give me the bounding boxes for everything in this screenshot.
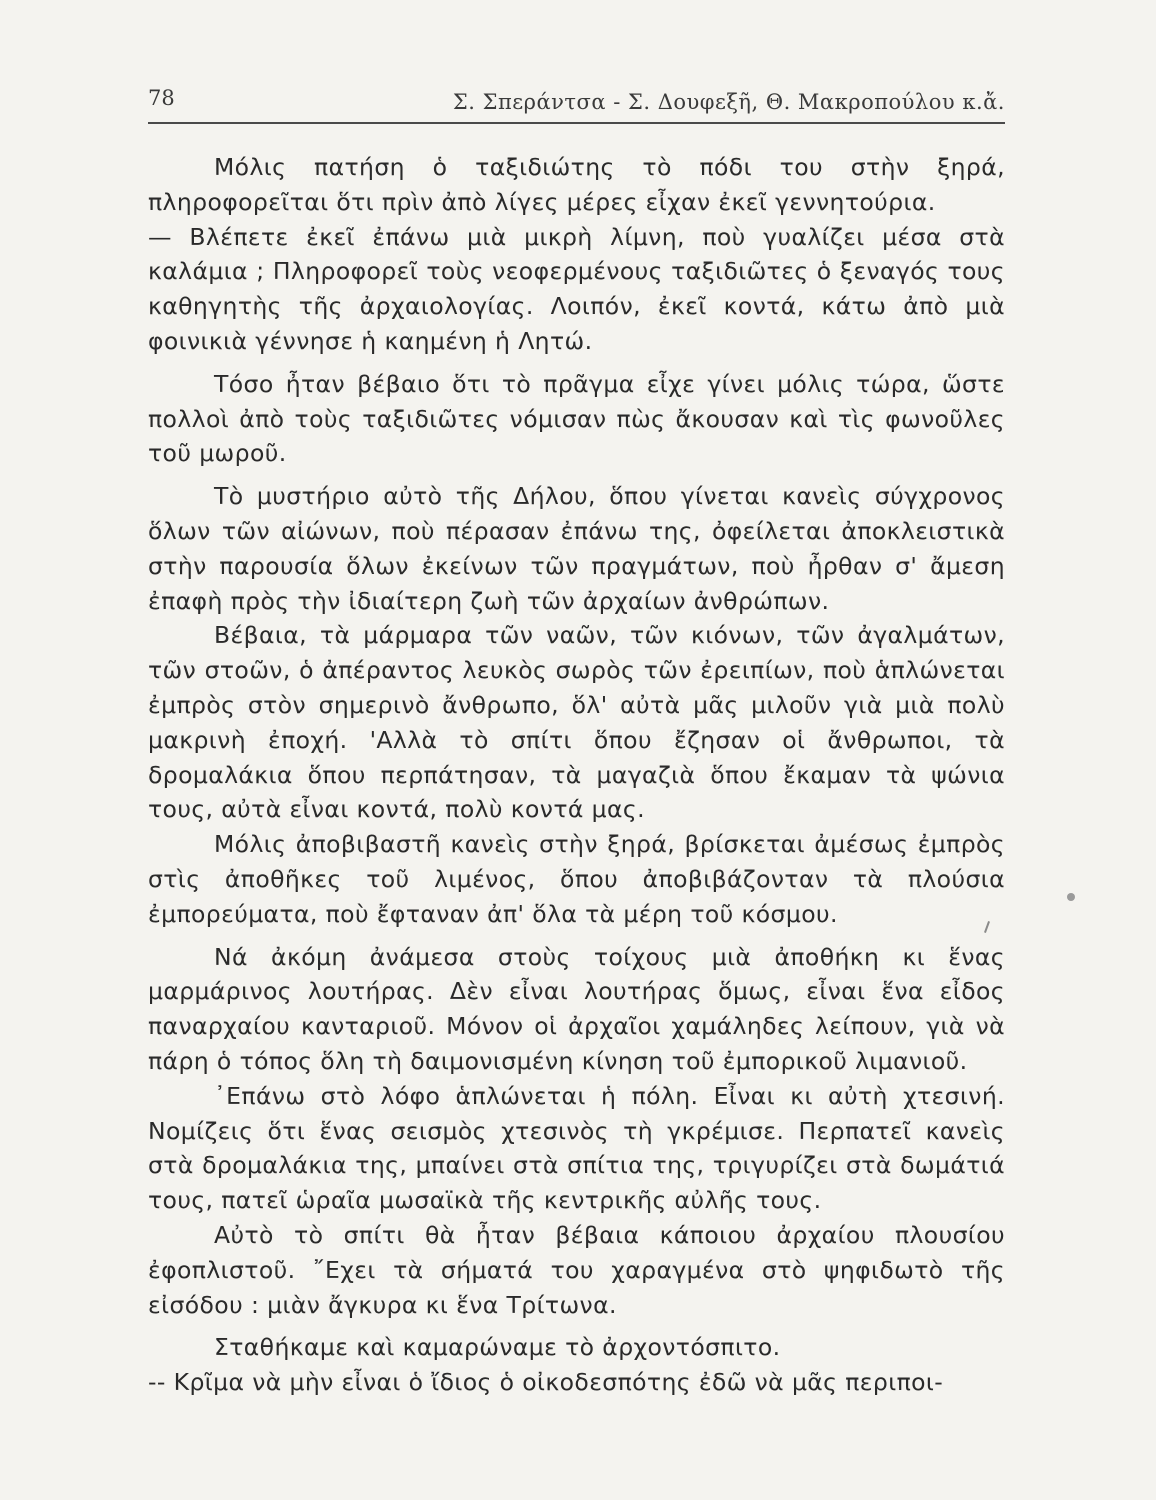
paragraph: Νά ἀκόμη ἀνάμεσα στοὺς τοίχους μιὰ ἀποθήκη κι ἕνας μαρμάρινος λουτήρας. Δὲν εἶναι λουτήρας ὅμως, εἶναι ἕνα εἶδος παναρχαίου κανταριοῦ. Μόνον οἱ ἀρχαῖοι χαμάληδες λείπουν, γιὰ νὰ πάρη ὁ τόπος ὅλη τὴ δαιμονισμένη κίνηση τοῦ ἐμπορικοῦ λιμανιοῦ. <box>148 942 1005 1075</box>
running-head: Σ. Σπεράντσα - Σ. Δουφεξῆ, Θ. Μακροπούλου κ.ἄ. <box>452 90 1005 114</box>
margin-ink-dot <box>1067 893 1075 901</box>
paragraph: -- Κρῖμα νὰ μὴν εἶναι ὁ ἴδιος ὁ οἰκοδεσπότης ἐδῶ νὰ μᾶς περιποι- <box>148 1368 944 1397</box>
paragraph: Μόλις ἀποβιβαστῆ κανεὶς στὴν ξηρά, βρίσκεται ἀμέσως ἐμπρὸς στὶς ἀποθῆκες τοῦ λιμένος, ὅπου ἀποβιβάζονταν τὰ πλούσια ἐμπορεύματα, ποὺ ἔφταναν ἀπ' ὅλα τὰ μέρη τοῦ κόσμου. <box>148 830 1005 928</box>
body-text <box>148 150 1005 1400</box>
paragraph: ᾿Επάνω στὸ λόφο ἁπλώνεται ἡ πόλη. Εἶναι κι αὐτὴ χτεσινή. Νομίζεις ὅτι ἕνας σεισμὸς χτεσινὸς τὴ γκρέμισε. Περπατεῖ κανεὶς στὰ δρομαλάκια της, μπαίνει στὰ σπίτια της, τριγυρίζει στὰ δωμάτιά τους, πατεῖ ὡραῖα μωσαϊκὰ τῆς κεντρικῆς αὐλῆς τους. <box>148 1081 1005 1215</box>
paragraph: Τὸ μυστήριο αὐτὸ τῆς Δήλου, ὅπου γίνεται κανεὶς σύγχρονος ὅλων τῶν αἰώνων, ποὺ πέρασαν ἐπάνω της, ὀφείλεται ἀποκλειστικὰ στὴν παρουσία ὅλων ἐκείνων τῶν πραγμάτων, ποὺ ἦρθαν σ' ἄμεση ἐπαφὴ πρὸς τὴν ἰδιαίτερη ζωὴ τῶν ἀρχαίων ἀνθρώπων. <box>148 482 1005 615</box>
paragraph: Σταθήκαμε καὶ καμαρώναμε τὸ ἀρχοντόσπιτο. <box>214 1333 781 1362</box>
paragraph: Τόσο ἦταν βέβαιο ὅτι τὸ πρᾶγμα εἶχε γίνει μόλις τώρα, ὥστε πολλοὶ ἀπὸ τοὺς ταξιδιῶτες νόμισαν πὼς ἄκουσαν καὶ τὶς φωνοῦλες τοῦ μωροῦ. <box>148 369 1005 468</box>
page-header <box>148 84 1005 118</box>
paragraph: Μόλις πατήση ὁ ταξιδιώτης τὸ πόδι του στὴν ξηρά, πληροφορεῖται ὅτι πρὶν ἀπὸ λίγες μέρες εἶχαν ἐκεῖ γεννητούρια. <box>148 153 1005 216</box>
header-rule <box>148 122 1005 124</box>
paragraph: Βέβαια, τὰ μάρμαρα τῶν ναῶν, τῶν κιόνων, τῶν ἀγαλμάτων, τῶν στοῶν, ὁ ἀπέραντος λευκὸς σωρὸς τῶν ἐρειπίων, ποὺ ἁπλώνεται ἐμπρὸς στὸν σημερινὸ ἄνθρωπο, ὅλ' αὐτὰ μᾶς μιλοῦν γιὰ μιὰ πολὺ μακρινὴ ἐποχή. 'Αλλὰ τὸ σπίτι ὅπου ἔζησαν οἱ ἄνθρωποι, τὰ δρομαλάκια ὅπου περπάτησαν, τὰ μαγαζιὰ ὅπου ἔκαμαν τὰ ψώνια τους, αὐτὰ εἶναι κοντά, πολὺ κοντά μας. <box>148 621 1005 824</box>
paragraph: Αὐτὸ τὸ σπίτι θὰ ἦταν βέβαια κάποιου ἀρχαίου πλουσίου ἐφοπλιστοῦ. ῎Εχει τὰ σήματά του χαραγμένα στὸ ψηφιδωτὸ τῆς εἰσόδου : μιὰν ἄγκυρα κι ἕνα Τρίτωνα. <box>148 1220 1005 1319</box>
page-number: 78 <box>148 86 175 110</box>
paragraph: — Βλέπετε ἐκεῖ ἐπάνω μιὰ μικρὴ λίμνη, ποὺ γυαλίζει μέσα στὰ καλάμια ; Πληροφορεῖ τοὺς νεοφερμένους ταξιδιῶτες ὁ ξεναγός τους καθηγητὴς τῆς ἀρχαιολογίας. Λοιπόν, ἐκεῖ κοντά, κάτω ἀπὸ μιὰ φοινικιὰ γέννησε ἡ καημένη ἡ Λητώ. <box>148 222 1005 355</box>
